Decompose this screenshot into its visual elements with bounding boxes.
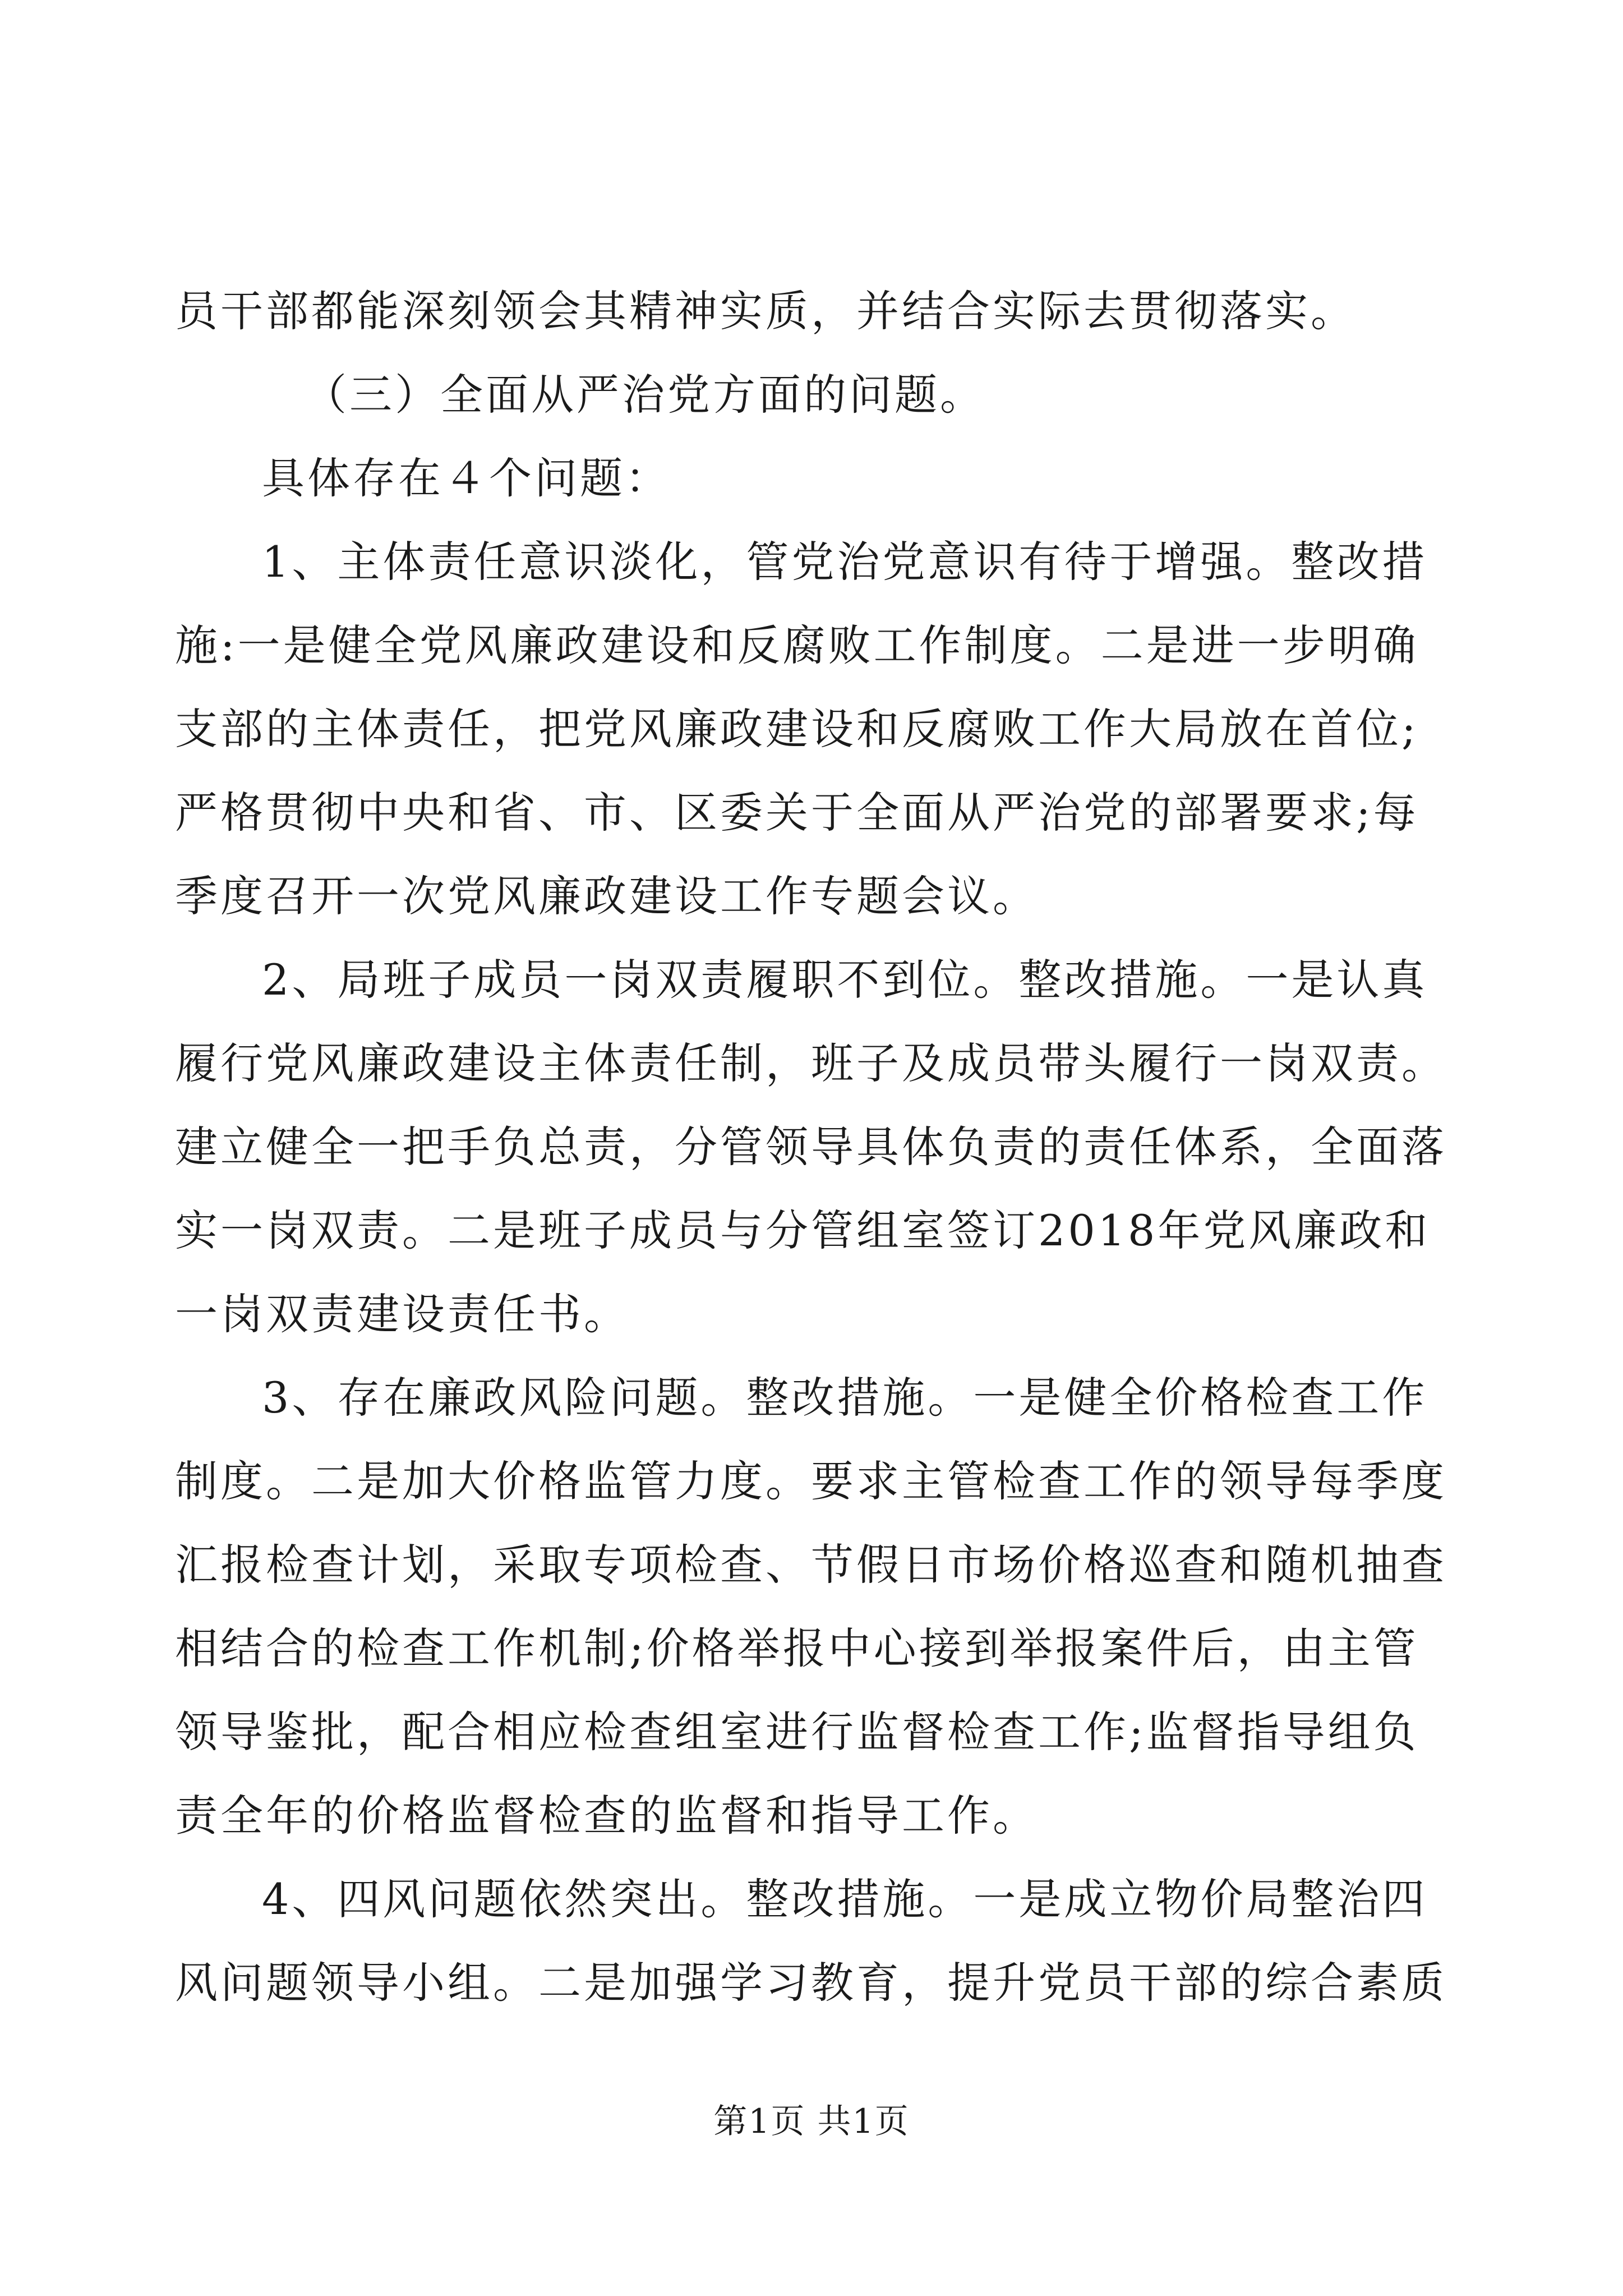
paragraph-line: 4、四风问题依然突出。整改措施。一是成立物价局整治四 — [262, 1874, 1428, 1924]
paragraph-line: 季度召开一次党风廉政建设工作专题会议。 — [175, 871, 1038, 921]
paragraph-line: 严格贯彻中央和省、市、区委关于全面从严治党的部署要求;每 — [175, 788, 1419, 838]
paragraph-line: 3、存在廉政风险问题。整改措施。一是健全价格检查工作 — [262, 1373, 1428, 1423]
paragraph-line: 2、局班子成员一岗双责履职不到位。整改措施。一是认真 — [262, 955, 1428, 1005]
paragraph-line: 责全年的价格监督检查的监督和指导工作。 — [175, 1791, 1038, 1841]
paragraph-line: 支部的主体责任，把党风廉政建设和反腐败工作大局放在首位; — [175, 704, 1419, 754]
document-body — [175, 269, 1447, 2024]
paragraph-line: 制度。二是加大价格监管力度。要求主管检查工作的领导每季度 — [175, 1456, 1447, 1506]
paragraph-line: 施:一是健全党风廉政建设和反腐败工作制度。二是进一步明确 — [175, 620, 1419, 670]
paragraph-line: 建立健全一把手负总责，分管领导具体负责的责任体系，全面落 — [175, 1122, 1447, 1172]
paragraph-line: 具体存在４个问题： — [262, 453, 671, 503]
section-heading: （三）全面从严治党方面的问题。 — [304, 370, 985, 420]
paragraph-line: 领导鉴批，配合相应检查组室进行监督检查工作;监督指导组负 — [175, 1707, 1419, 1757]
paragraph-line: 一岗双责建设责任书。 — [175, 1289, 629, 1339]
paragraph-line: 履行党风廉政建设主体责任制，班子及成员带头履行一岗双责。 — [175, 1038, 1447, 1088]
page-footer: 第1页 共1页 — [713, 2102, 910, 2141]
paragraph-line: 1、主体责任意识淡化，管党治党意识有待于增强。整改措 — [262, 537, 1428, 587]
paragraph-line: 风问题领导小组。二是加强学习教育，提升党员干部的综合素质 — [175, 1958, 1447, 2008]
paragraph-line: 实一岗双责。二是班子成员与分管组室签订2018年党风廉政和 — [175, 1205, 1431, 1255]
paragraph-line: 相结合的检查工作机制;价格举报中心接到举报案件后，由主管 — [175, 1623, 1419, 1673]
paragraph-line: 汇报检查计划，采取专项检查、节假日市场价格巡查和随机抽查 — [175, 1540, 1447, 1590]
paragraph-line: 员干部都能深刻领会其精神实质，并结合实际去贯彻落实。 — [175, 286, 1356, 336]
